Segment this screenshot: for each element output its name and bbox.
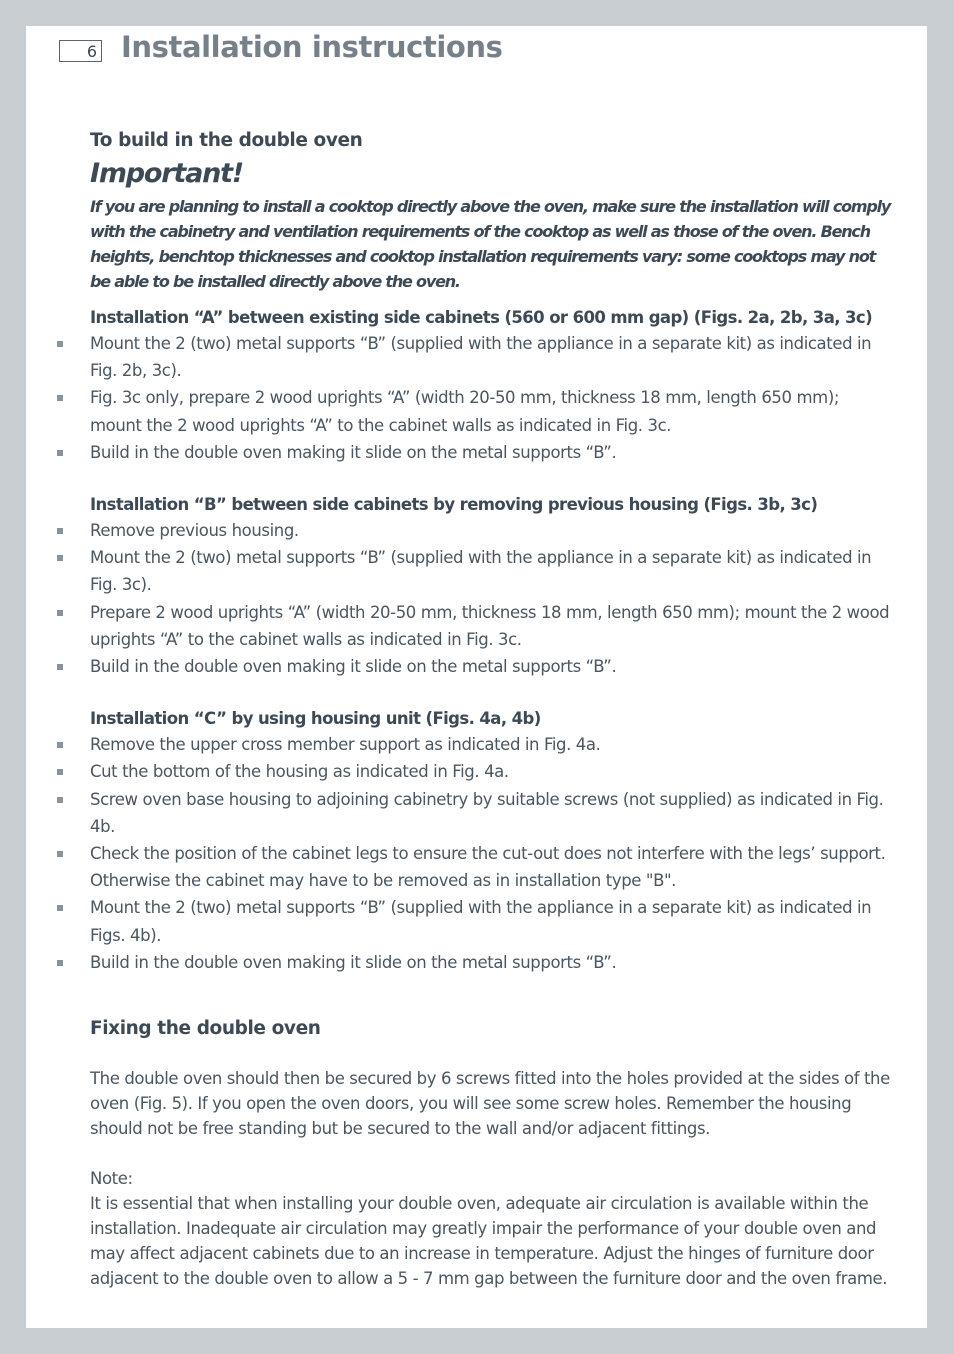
square-bullet-icon <box>57 528 63 534</box>
list-item <box>90 599 895 653</box>
square-bullet-icon <box>57 450 63 456</box>
fixing-body: The double oven should then be secured by 6 screws fitted into the holes provided at the sides of the oven (Fig. 5). If you open the oven doors, you will see some screw holes. Remember the housing should not be free standing but be secured to the wall and/or adjacent fittings. <box>90 1069 890 1139</box>
list-item-text: Mount the 2 (two) metal supports “B” (supplied with the appliance in a separate kit) as indicated in Figs. 4b). <box>90 898 872 945</box>
list-item <box>90 330 895 384</box>
installation-c-section <box>90 707 895 976</box>
square-bullet-icon <box>57 851 63 857</box>
list-item <box>90 439 895 466</box>
installation-c-list <box>90 731 895 976</box>
installation-b-list <box>90 517 895 680</box>
installation-b-heading: Installation “B” between side cabinets by removing previous housing (Figs. 3b, 3c) <box>90 495 818 515</box>
square-bullet-icon <box>57 797 63 803</box>
list-item <box>90 653 895 680</box>
square-bullet-icon <box>57 555 63 561</box>
list-item-text: Mount the 2 (two) metal supports “B” (supplied with the appliance in a separate kit) as indicated in Fig. 2b, 3c). <box>90 334 872 381</box>
page-content <box>90 130 895 1291</box>
page-number: 6 <box>59 40 102 62</box>
square-bullet-icon <box>57 664 63 670</box>
installation-a-section <box>90 306 895 466</box>
list-item-text: Screw oven base housing to adjoining cabinetry by suitable screws (not supplied) as indicated in Fig. 4b. <box>90 789 884 836</box>
document-page <box>26 26 927 1328</box>
note-body: It is essential that when installing your double oven, adequate air circulation is available within the installation. Inadequate air circulation may greatly impair the performance of your double oven and may affect adjacent cabinets due to an increase in temperature. Adjust the hinges of furniture door adjacent to the double oven to allow a 5 - 7 mm gap between the furniture door and the oven frame. <box>90 1194 888 1289</box>
list-item-text: Build in the double oven making it slide on the metal supports “B”. <box>90 657 617 677</box>
list-item <box>90 544 895 598</box>
list-item <box>90 894 895 948</box>
list-item <box>90 786 895 840</box>
list-item-text: Build in the double oven making it slide on the metal supports “B”. <box>90 442 617 462</box>
square-bullet-icon <box>57 905 63 911</box>
list-item-text: Prepare 2 wood uprights “A” (width 20-50 mm, thickness 18 mm, length 650 mm); mount the 2 wood uprights “A” to the cabinet walls as indicated in Fig. 3c. <box>90 602 890 649</box>
fixing-heading: Fixing the double oven <box>90 1018 321 1040</box>
square-bullet-icon <box>57 610 63 616</box>
square-bullet-icon <box>57 341 63 347</box>
important-notice: If you are planning to install a cooktop directly above the oven, make sure the installation will comply with the cabinetry and ventilation requirements of the cooktop as well as those of the oven. Bench heights, benchtop thicknesses and cooktop installation requirements vary: some cooktops may not be able to be installed directly above the oven. <box>90 197 891 291</box>
installation-c-heading: Installation “C” by using housing unit (Figs. 4a, 4b) <box>90 709 541 729</box>
list-item <box>90 758 895 785</box>
list-item <box>90 949 895 976</box>
list-item-text: Fig. 3c only, prepare 2 wood uprights “A” (width 20-50 mm, thickness 18 mm, length 650 mm); mount the 2 wood uprights “A” to the cabinet walls as indicated in Fig. 3c. <box>90 388 840 435</box>
build-heading: To build in the double oven <box>90 130 363 151</box>
list-item <box>90 517 895 544</box>
note-label: Note: <box>90 1169 133 1189</box>
list-item-text: Check the position of the cabinet legs to ensure the cut-out does not interfere with the legs’ support. Otherwise the cabinet may have to be removed as in installation type "B". <box>90 844 886 891</box>
installation-b-section <box>90 493 895 680</box>
important-title: Important! <box>90 158 243 189</box>
list-item <box>90 731 895 758</box>
page-title: Installation instructions <box>121 30 503 64</box>
square-bullet-icon <box>57 960 63 966</box>
list-item-text: Cut the bottom of the housing as indicated in Fig. 4a. <box>90 762 509 782</box>
installation-a-heading: Installation “A” between existing side cabinets (560 or 600 mm gap) (Figs. 2a, 2b, 3a, 3c) <box>90 308 873 327</box>
list-item <box>90 384 895 438</box>
square-bullet-icon <box>57 742 63 748</box>
list-item-text: Remove the upper cross member support as indicated in Fig. 4a. <box>90 735 601 755</box>
list-item-text: Build in the double oven making it slide on the metal supports “B”. <box>90 952 617 972</box>
list-item-text: Mount the 2 (two) metal supports “B” (supplied with the appliance in a separate kit) as indicated in Fig. 3c). <box>90 548 872 595</box>
list-item <box>90 840 895 894</box>
list-item-text: Remove previous housing. <box>90 521 299 541</box>
square-bullet-icon <box>57 769 63 775</box>
installation-a-list <box>90 330 895 466</box>
square-bullet-icon <box>57 395 63 401</box>
